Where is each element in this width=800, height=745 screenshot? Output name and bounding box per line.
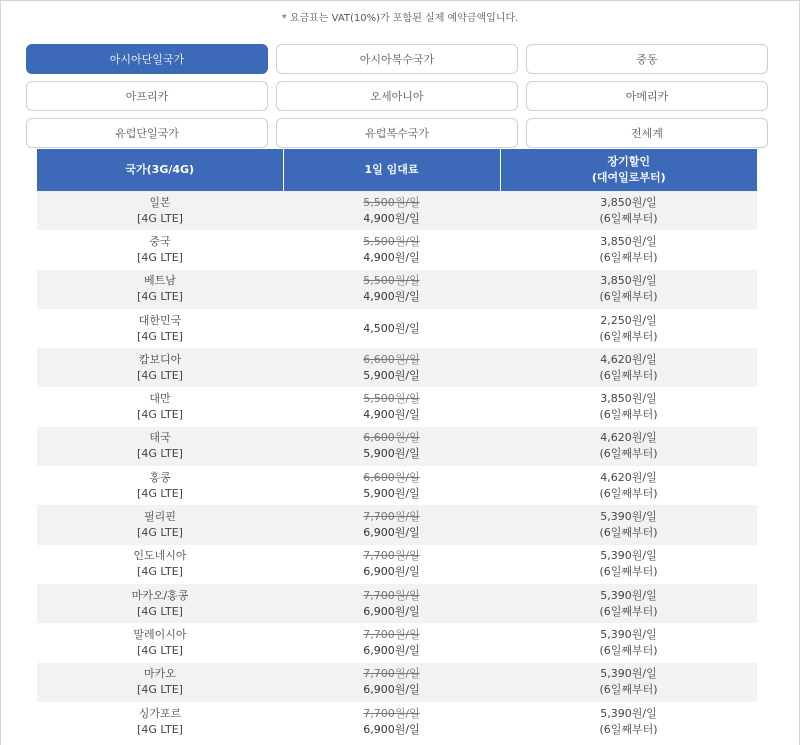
network-type: [4G LTE]	[137, 643, 183, 657]
daily-rate-cell	[283, 702, 500, 741]
country-name: 필리핀	[144, 510, 176, 524]
price-table	[37, 149, 757, 741]
long-term-cell	[500, 230, 757, 269]
table-row	[37, 387, 757, 426]
sale-price: 6,900원/일	[363, 526, 420, 540]
daily-rate-cell	[283, 545, 500, 584]
original-price: 7,700원/일	[363, 627, 420, 641]
header-daily-rate: 1일 임대료	[283, 149, 500, 191]
country-name: 마카오/홍콩	[131, 588, 189, 602]
long-term-note: (6일째부터)	[599, 486, 658, 500]
tab-region[interactable]: 아시아복수국가	[276, 44, 518, 74]
network-type: [4G LTE]	[137, 290, 183, 304]
country-cell	[37, 663, 283, 702]
long-term-price: 3,850원/일	[600, 274, 657, 288]
long-term-price: 3,850원/일	[600, 234, 657, 248]
original-price: 6,600원/일	[363, 352, 420, 366]
long-term-cell	[500, 387, 757, 426]
country-cell	[37, 505, 283, 544]
tab-row	[26, 118, 768, 148]
country-cell	[37, 309, 283, 348]
long-term-note: (6일째부터)	[599, 565, 658, 579]
sale-price: 4,500원/일	[363, 321, 420, 335]
long-term-price: 3,850원/일	[600, 195, 657, 209]
country-cell	[37, 427, 283, 466]
long-term-price: 5,390원/일	[600, 706, 657, 720]
country-name: 중국	[149, 234, 171, 248]
country-cell	[37, 702, 283, 741]
network-type: [4G LTE]	[137, 565, 183, 579]
sale-price: 4,900원/일	[363, 290, 420, 304]
long-term-price: 5,390원/일	[600, 510, 657, 524]
original-price: 7,700원/일	[363, 667, 420, 681]
tab-region[interactable]: 유럽복수국가	[276, 118, 518, 148]
long-term-price: 5,390원/일	[600, 549, 657, 563]
daily-rate-cell	[283, 191, 500, 230]
long-term-cell	[500, 545, 757, 584]
table-row	[37, 505, 757, 544]
daily-rate-cell	[283, 387, 500, 426]
country-cell	[37, 623, 283, 662]
long-term-cell	[500, 623, 757, 662]
original-price: 7,700원/일	[363, 549, 420, 563]
long-term-note: (6일째부터)	[599, 250, 658, 264]
long-term-price: 4,620원/일	[600, 470, 657, 484]
sale-price: 5,900원/일	[363, 486, 420, 500]
original-price: 5,500원/일	[363, 234, 420, 248]
sale-price: 5,900원/일	[363, 368, 420, 382]
country-cell	[37, 387, 283, 426]
long-term-price: 3,850원/일	[600, 392, 657, 406]
tab-row	[26, 81, 768, 111]
long-term-cell	[500, 191, 757, 230]
long-term-cell	[500, 270, 757, 309]
table-row	[37, 584, 757, 623]
daily-rate-cell	[283, 663, 500, 702]
sale-price: 4,900원/일	[363, 408, 420, 422]
long-term-note: (6일째부터)	[599, 604, 658, 618]
long-term-price: 5,390원/일	[600, 588, 657, 602]
tab-region[interactable]: 오세아니아	[276, 81, 518, 111]
network-type: [4G LTE]	[137, 486, 183, 500]
original-price: 6,600원/일	[363, 431, 420, 445]
sale-price: 6,900원/일	[363, 683, 420, 697]
long-term-note: (6일째부터)	[599, 643, 658, 657]
country-name: 홍콩	[149, 470, 171, 484]
tab-region[interactable]: 유럽단일국가	[26, 118, 268, 148]
table-row	[37, 427, 757, 466]
long-term-note: (6일째부터)	[599, 447, 658, 461]
long-term-price: 4,620원/일	[600, 431, 657, 445]
daily-rate-cell	[283, 309, 500, 348]
long-term-price: 4,620원/일	[600, 352, 657, 366]
long-term-cell	[500, 663, 757, 702]
long-term-note: (6일째부터)	[599, 722, 658, 736]
table-row	[37, 230, 757, 269]
country-name: 대한민국	[138, 313, 182, 327]
table-row	[37, 348, 757, 387]
network-type: [4G LTE]	[137, 447, 183, 461]
long-term-cell	[500, 466, 757, 505]
daily-rate-cell	[283, 466, 500, 505]
table-row	[37, 309, 757, 348]
original-price: 7,700원/일	[363, 510, 420, 524]
daily-rate-cell	[283, 584, 500, 623]
long-term-note: (6일째부터)	[599, 368, 658, 382]
original-price: 6,600원/일	[363, 470, 420, 484]
country-cell	[37, 191, 283, 230]
network-type: [4G LTE]	[137, 604, 183, 618]
tab-row	[26, 44, 768, 74]
network-type: [4G LTE]	[137, 329, 183, 343]
country-cell	[37, 545, 283, 584]
country-name: 대만	[149, 392, 171, 406]
sale-price: 5,900원/일	[363, 447, 420, 461]
original-price: 7,700원/일	[363, 706, 420, 720]
long-term-cell	[500, 427, 757, 466]
tab-region[interactable]: 아프리카	[26, 81, 268, 111]
network-type: [4G LTE]	[137, 526, 183, 540]
table-header-row	[37, 149, 757, 191]
table-row	[37, 466, 757, 505]
long-term-note: (6일째부터)	[599, 290, 658, 304]
sale-price: 4,900원/일	[363, 211, 420, 225]
table-row	[37, 545, 757, 584]
network-type: [4G LTE]	[137, 408, 183, 422]
country-name: 마카오	[144, 667, 176, 681]
daily-rate-cell	[283, 427, 500, 466]
network-type: [4G LTE]	[137, 211, 183, 225]
original-price: 5,500원/일	[363, 274, 420, 288]
tab-region[interactable]: 중동	[526, 44, 768, 74]
original-price: 7,700원/일	[363, 588, 420, 602]
long-term-note: (6일째부터)	[599, 683, 658, 697]
region-tabs	[26, 44, 768, 155]
table-row	[37, 663, 757, 702]
daily-rate-cell	[283, 270, 500, 309]
network-type: [4G LTE]	[137, 368, 183, 382]
country-name: 일본	[149, 195, 171, 209]
sale-price: 6,900원/일	[363, 643, 420, 657]
country-cell	[37, 270, 283, 309]
network-type: [4G LTE]	[137, 250, 183, 264]
table-row	[37, 702, 757, 741]
country-name: 인도네시아	[133, 549, 187, 563]
long-term-cell	[500, 348, 757, 387]
original-price: 5,500원/일	[363, 195, 420, 209]
country-name: 말레이시아	[133, 627, 187, 641]
long-term-price: 2,250원/일	[600, 313, 657, 327]
country-cell	[37, 348, 283, 387]
network-type: [4G LTE]	[137, 722, 183, 736]
sale-price: 4,900원/일	[363, 250, 420, 264]
table-row	[37, 270, 757, 309]
country-cell	[37, 584, 283, 623]
sale-price: 6,900원/일	[363, 604, 420, 618]
country-cell	[37, 230, 283, 269]
vat-notice: * 요금표는 VAT(10%)가 포함된 실제 예약금액입니다.	[281, 13, 519, 24]
country-name: 싱가포르	[138, 706, 182, 720]
original-price: 5,500원/일	[363, 392, 420, 406]
header-country: 국가(3G/4G)	[37, 149, 283, 191]
table-row	[37, 191, 757, 230]
daily-rate-cell	[283, 230, 500, 269]
tab-region[interactable]: 전세계	[526, 118, 768, 148]
long-term-cell	[500, 505, 757, 544]
sale-price: 6,900원/일	[363, 722, 420, 736]
country-name: 베트남	[144, 274, 176, 288]
long-term-price: 5,390원/일	[600, 667, 657, 681]
long-term-cell	[500, 584, 757, 623]
long-term-note: (6일째부터)	[599, 329, 658, 343]
daily-rate-cell	[283, 505, 500, 544]
daily-rate-cell	[283, 348, 500, 387]
country-name: 태국	[149, 431, 171, 445]
long-term-note: (6일째부터)	[599, 526, 658, 540]
long-term-note: (6일째부터)	[599, 211, 658, 225]
long-term-cell	[500, 309, 757, 348]
country-name: 캄보디아	[138, 352, 182, 366]
sale-price: 6,900원/일	[363, 565, 420, 579]
daily-rate-cell	[283, 623, 500, 662]
tab-region[interactable]: 아시아단일국가	[26, 44, 268, 74]
tab-region[interactable]: 아메리카	[526, 81, 768, 111]
country-cell	[37, 466, 283, 505]
long-term-price: 5,390원/일	[600, 627, 657, 641]
long-term-cell	[500, 702, 757, 741]
network-type: [4G LTE]	[137, 683, 183, 697]
table-row	[37, 623, 757, 662]
header-long-term-discount: 장기할인 (대여일로부터)	[500, 149, 757, 191]
long-term-note: (6일째부터)	[599, 408, 658, 422]
